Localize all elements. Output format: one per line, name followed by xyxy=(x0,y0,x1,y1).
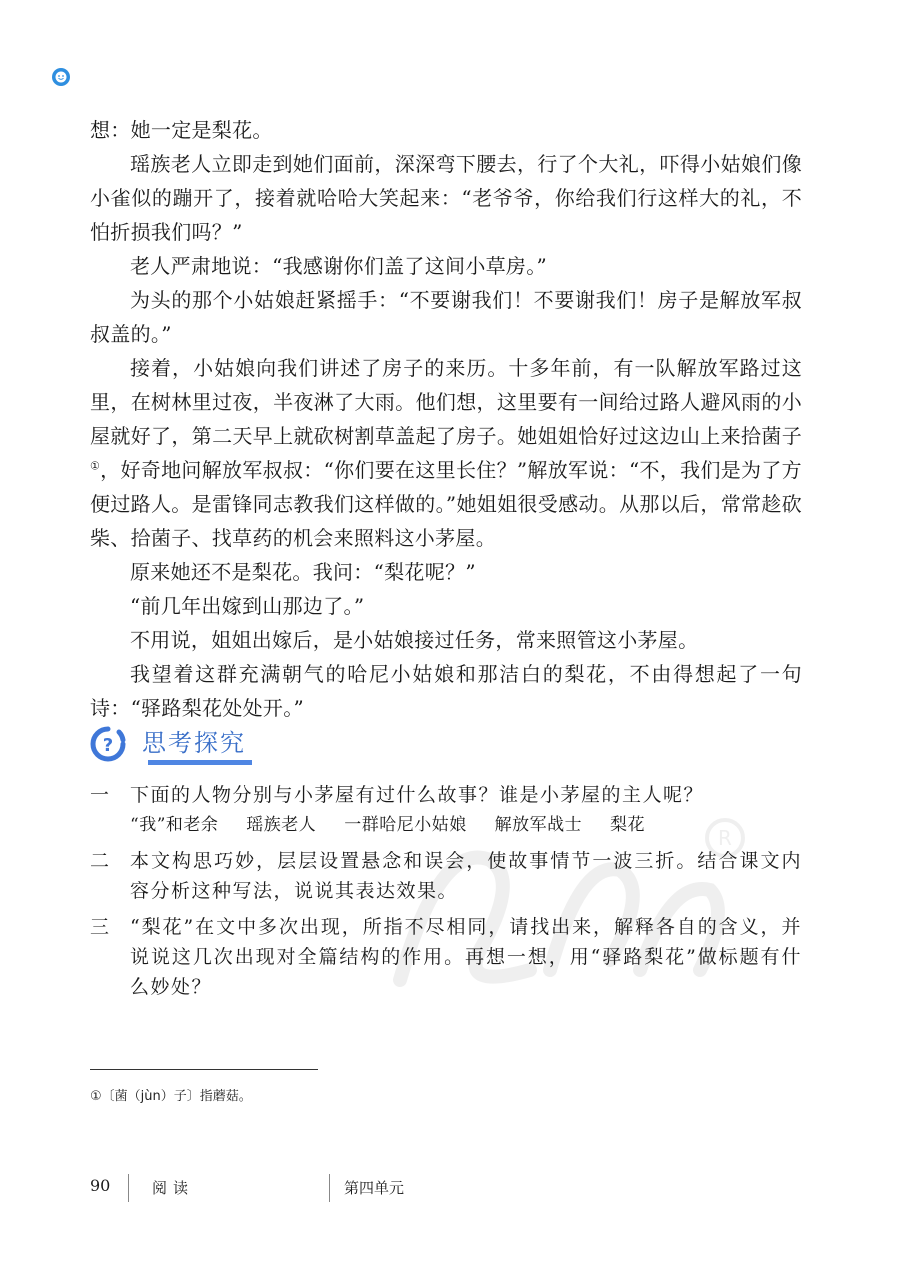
section-title: 思考探究 xyxy=(142,729,246,757)
section-header-think-explore xyxy=(90,720,260,766)
footnote-marker[interactable]: ① xyxy=(90,459,101,473)
question-number: 一 xyxy=(90,784,111,806)
footnote: ①〔菌（jùn）子〕指蘑菇。 xyxy=(90,1089,252,1104)
section-title-underline xyxy=(148,760,252,765)
story-paragraph: 不用说，姐姐出嫁后，是小姑娘接过任务，常来照管这小茅屋。 xyxy=(130,628,699,652)
footnote-divider xyxy=(90,1069,318,1070)
story-paragraph: “前几年出嫁到山那边了。” xyxy=(130,594,365,618)
character-name: 一群哈尼小姑娘 xyxy=(344,815,467,835)
page-number: 90 xyxy=(90,1176,111,1195)
character-name: 解放军战士 xyxy=(494,815,583,835)
story-paragraph xyxy=(90,351,802,555)
question-list xyxy=(90,780,802,1008)
story-paragraph: 想：她一定是梨花。 xyxy=(90,118,273,142)
character-name: 梨花 xyxy=(610,815,646,835)
question-text: “梨花”在文中多次出现，所指不尽相同，请找出来，解释各自的含义，并说说这几次出现对全篇结构的作用。再想一想，用“驿路梨花”做标题有什么妙处？ xyxy=(130,916,802,998)
footer-unit-name: 第四单元 xyxy=(344,1179,405,1197)
story-paragraph: 我望着这群充满朝气的哈尼小姑娘和那洁白的梨花，不由得想起了一句诗：“驿路梨花处处开。” xyxy=(90,662,802,720)
story-paragraph: 瑶族老人立即走到她们面前，深深弯下腰去，行了个大礼，吓得小姑娘们像小雀似的蹦开了，接着就哈哈大笑起来：“老爷爷，你给我们行这样大的礼，不怕折损我们吗？” xyxy=(90,152,802,244)
svg-text:?: ? xyxy=(102,735,114,756)
footer-section-name: 阅读 xyxy=(152,1179,195,1197)
question-number: 二 xyxy=(90,850,111,872)
question-text: 本文构思巧妙，层层设置悬念和误会，使故事情节一波三折。结合课文内容分析这种写法，说说其表达效果。 xyxy=(130,850,802,902)
footer-divider xyxy=(329,1174,330,1202)
story-paragraph: 为头的那个小姑娘赶紧摇手：“不要谢我们！不要谢我们！房子是解放军叔叔盖的。” xyxy=(90,288,802,346)
smiley-icon xyxy=(52,68,70,86)
story-paragraph: 老人严肃地说：“我感谢你们盖了这间小草房。” xyxy=(130,254,548,278)
character-name: 瑶族老人 xyxy=(246,815,317,835)
svg-text:R: R xyxy=(718,826,732,850)
question-number: 三 xyxy=(90,916,111,938)
character-name: “我”和老余 xyxy=(130,815,219,835)
story-text-segment: 接着，小姑娘向我们讲述了房子的来历。十多年前，有一队解放军路过这里，在树林里过夜，半夜淋了大雨。他们想，这里要有一间给过路人避风雨的小屋就好了，第二天早上就砍树割草盖起了房子。她姐姐恰好过这边山上来拾菌子 xyxy=(90,356,802,448)
question-icon xyxy=(90,726,126,762)
story-paragraph: 原来她还不是梨花。我问：“梨花呢？” xyxy=(130,560,476,584)
story-text xyxy=(90,113,802,725)
question-text: 下面的人物分别与小茅屋有过什么故事？谁是小茅屋的主人呢？ xyxy=(130,784,705,806)
question-item xyxy=(90,846,802,906)
character-list xyxy=(130,810,802,840)
story-text-segment: ，好奇地问解放军叔叔：“你们要在这里长住？”解放军说：“不，我们是为了方便过路人。是雷锋同志教我们这样做的。”她姐姐很受感动。从那以后，常常趁砍柴、拾菌子、找草药的机会来照料这小茅屋。 xyxy=(90,458,802,550)
question-item xyxy=(90,912,802,1002)
question-item xyxy=(90,780,802,840)
page-footer xyxy=(90,1174,490,1204)
footer-divider xyxy=(128,1174,129,1202)
